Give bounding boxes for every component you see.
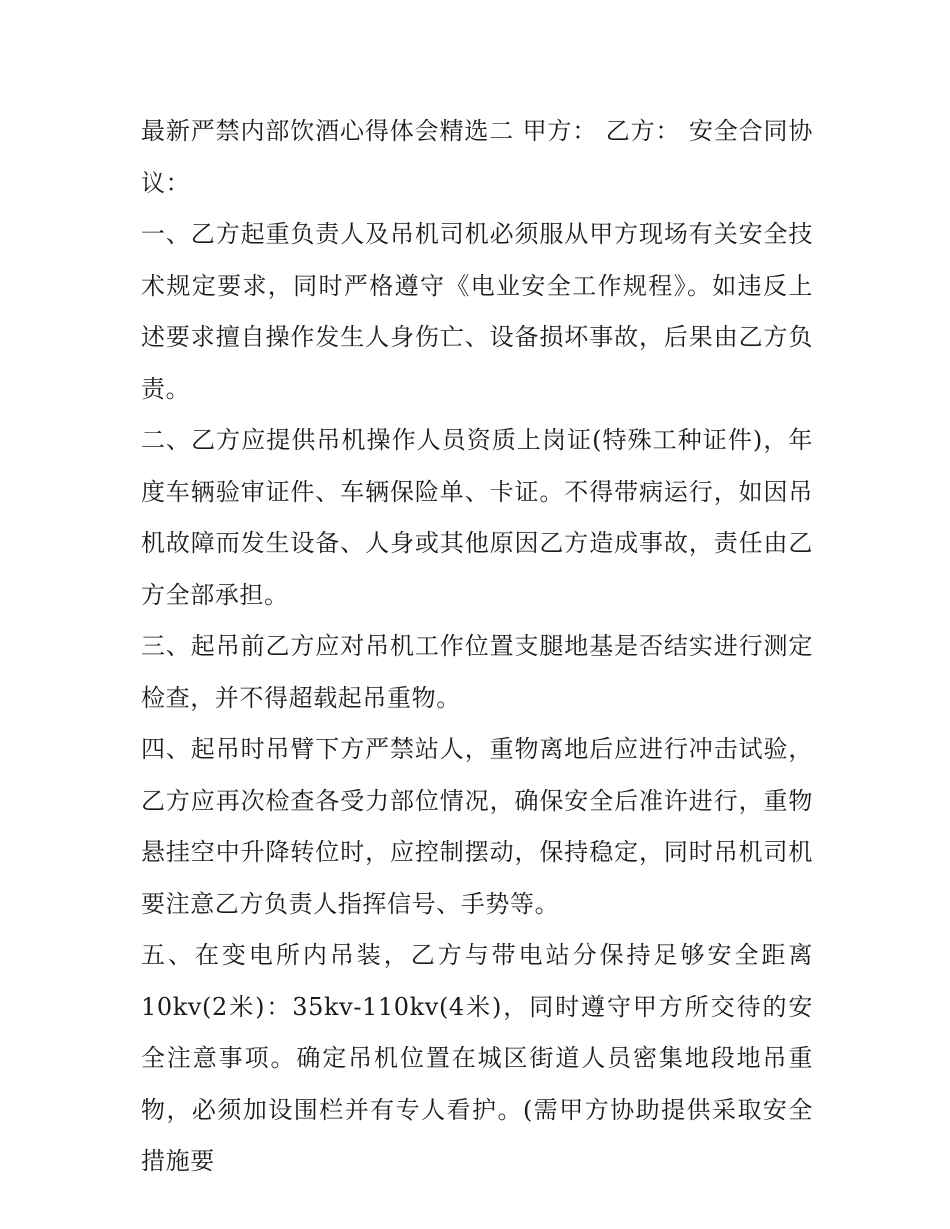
paragraph-clause-4: 四、起吊时吊臂下方严禁站人，重物离地后应进行冲击试验，乙方应再次检查各受力部位情况，确保安全后准许进行，重物悬挂空中升降转位时，应控制摆动，保持稳定，同时吊机司机要注意乙方负责人指挥信号、手势等。	[141, 735, 813, 918]
document-body	[141, 106, 813, 1188]
paragraph-title: 最新严禁内部饮酒心得体会精选二 甲方： 乙方： 安全合同协议：	[141, 117, 813, 197]
paragraph-clause-2: 二、乙方应提供吊机操作人员资质上岗证(特殊工种证件)，年度车辆验审证件、车辆保险单、卡证。不得带病运行，如因吊机故障而发生设备、人身或其他原因乙方造成事故，责任由乙方全部承担。	[141, 426, 813, 609]
paragraph-clause-1: 一、乙方起重负责人及吊机司机必须服从甲方现场有关安全技术规定要求，同时严格遵守《电业安全工作规程》。如违反上述要求擅自操作发生人身伤亡、设备损坏事故，后果由乙方负责。	[141, 220, 813, 403]
paragraph-clause-5: 五、在变电所内吊装，乙方与带电站分保持足够安全距离10kv(2米)：35kv-110kv(4米)，同时遵守甲方所交待的安全注意事项。确定吊机位置在城区街道人员密集地段地吊重物，必须加设围栏并有专人看护。(需甲方协助提供采取安全措施要	[141, 941, 813, 1175]
paragraph-clause-3: 三、起吊前乙方应对吊机工作位置支腿地基是否结实进行测定检查，并不得超载起吊重物。	[141, 632, 813, 712]
